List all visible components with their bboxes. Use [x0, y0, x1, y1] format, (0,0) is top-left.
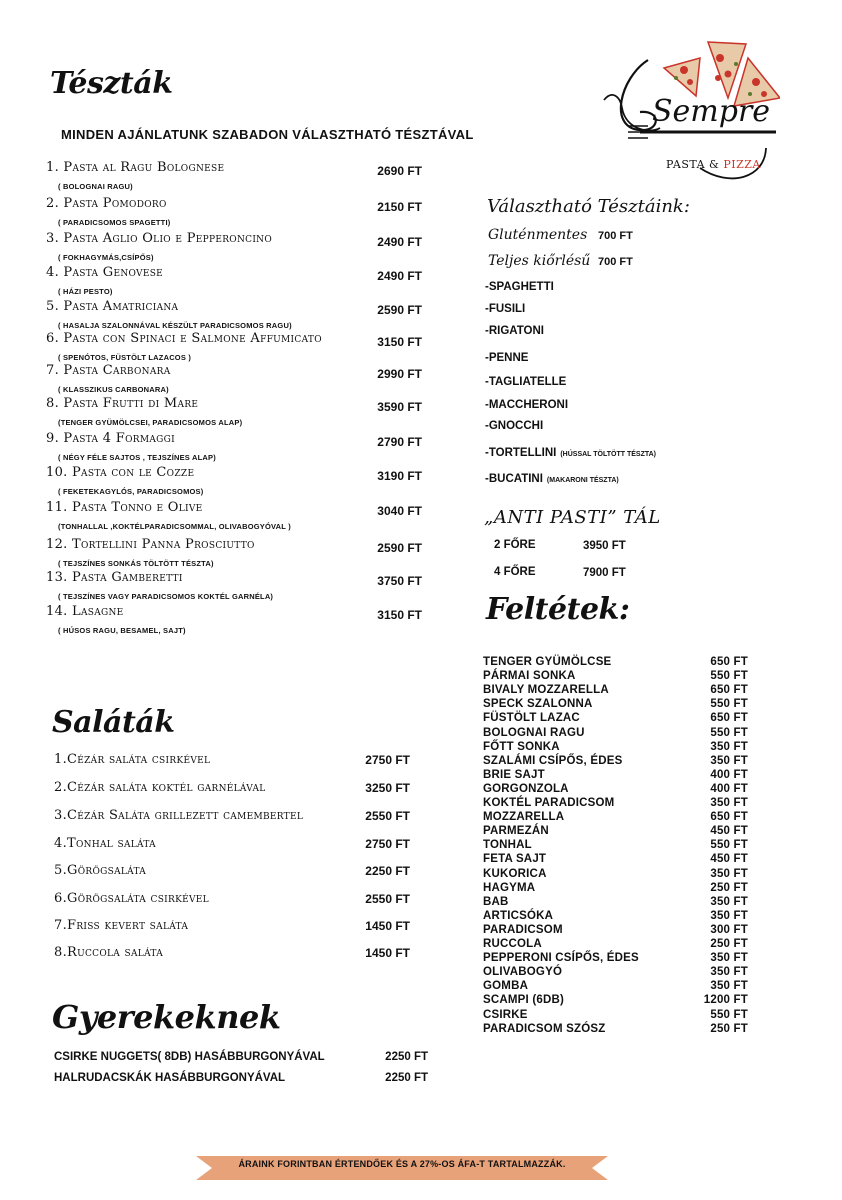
teszta-item-desc: (TENGER GYÜMÖLCSEI, PARADICSOMOS ALAP) [58, 418, 243, 427]
footer-ribbon [196, 1150, 608, 1184]
pasta-type-name: -SPAGHETTI [485, 281, 554, 293]
teszta-item-desc: ( TEJSZÍNES SONKÁS TÖLTÖTT TÉSZTA) [58, 559, 214, 568]
topping-name: TENGER GYÜMÖLCSE [483, 656, 612, 668]
teszta-item-name: 8. Pasta Frutti di Mare [46, 396, 199, 411]
topping-price: 350 FT [710, 952, 748, 965]
teszta-item-desc: ( HÁZI PESTO) [58, 287, 113, 296]
topping-name: SPECK SZALONNA [483, 698, 593, 711]
salata-item-price: 2750 FT [365, 837, 410, 851]
teszta-item-name: 1. Pasta al Ragu Bolognese [46, 160, 225, 175]
teszta-item-price: 2490 FT [377, 269, 422, 283]
gyerek-title: Gyerekeknek [52, 998, 281, 1036]
topping-name: SCAMPI (6DB) [483, 994, 564, 1007]
teszta-item-price: 2690 FT [377, 164, 422, 178]
teszta-item-desc: ( PARADICSOMOS SPAGETTI) [58, 218, 171, 227]
antipasti-item-price: 3950 FT [583, 540, 626, 552]
salata-item-price: 1450 FT [365, 919, 410, 933]
topping-name: FETA SAJT [483, 853, 547, 866]
topping-name: BRIE SAJT [483, 768, 545, 781]
gyerek-item-name: CSIRKE NUGGETS( 8DB) HASÁBBURGONYÁVAL [54, 1051, 325, 1063]
pasta-type-item [485, 376, 566, 388]
topping-price: 650 FT [710, 811, 748, 824]
teszta-item-name: 12. Tortellini Panna Prosciutto [46, 537, 255, 552]
topping-price: 250 FT [710, 881, 748, 894]
special-pasta-price: 700 FT [598, 256, 633, 268]
antipasti-item-name: 4 FŐRE [494, 566, 536, 578]
pasta-type-name: -MACCHERONI [485, 399, 569, 411]
topping-name: GORGONZOLA [483, 782, 569, 795]
salata-item-name: 2.Cézár saláta koktél garnélával [54, 780, 266, 795]
pasta-type-name: -FUSILI [485, 303, 526, 315]
salata-item-name: 3.Cézár Saláta grillezett camembertel [54, 808, 304, 823]
special-pasta-price: 700 FT [598, 230, 633, 242]
topping-price: 650 FT [710, 712, 748, 725]
teszta-item-desc: (TONHALLAL ,KOKTÉLPARADICSOMMAL, OLIVABOGYÓVAL ) [58, 522, 291, 531]
topping-price: 350 FT [710, 909, 748, 922]
topping-price: 350 FT [710, 895, 748, 908]
topping-price: 350 FT [710, 740, 748, 753]
teszta-item-desc: ( FOKHAGYMÁS,CSÍPŐS) [58, 253, 154, 262]
topping-price: 650 FT [710, 656, 748, 668]
pasta-type-item [485, 473, 619, 485]
topping-price: 350 FT [710, 867, 748, 880]
teszta-item-price: 3040 FT [377, 504, 422, 518]
salata-item-name: 8.Ruccola saláta [54, 945, 163, 960]
teszta-item-desc: ( KLASSZIKUS CARBONARA) [58, 385, 169, 394]
topping-name: ARTICSÓKA [483, 909, 554, 922]
topping-name: PÁRMAI SONKA [483, 670, 576, 683]
topping-price: 550 FT [710, 698, 748, 711]
topping-name: PARADICSOM SZÓSZ [483, 1022, 606, 1035]
teszta-item-name: 7. Pasta Carbonara [46, 363, 171, 378]
teszta-item-price: 3750 FT [377, 574, 422, 588]
topping-name: OLIVABOGYÓ [483, 966, 563, 979]
pasta-type-name: -PENNE [485, 352, 529, 364]
logo-tagline-pizza: PIZZA [723, 158, 761, 171]
topping-price: 250 FT [710, 1022, 748, 1035]
salata-item-price: 2550 FT [365, 892, 410, 906]
topping-price: 350 FT [710, 754, 748, 767]
pasta-type-name: -TORTELLINI [485, 447, 557, 459]
logo-tagline [666, 158, 761, 171]
logo-name: Sempre [652, 94, 771, 129]
feltetek-title: Feltétek: [486, 592, 630, 627]
gyerek-item-price: 2250 FT [385, 1051, 428, 1063]
salata-item-name: 5.Görögsaláta [54, 863, 147, 878]
teszta-item-desc: ( TEJSZÍNES VAGY PARADICSOMOS KOKTÉL GARNÉLA) [58, 592, 274, 601]
teszta-item-price: 2790 FT [377, 435, 422, 449]
topping-price: 650 FT [710, 684, 748, 697]
topping-name: SZALÁMI CSÍPŐS, ÉDES [483, 754, 623, 767]
teszta-item-desc: ( BOLOGNAI RAGU) [58, 182, 133, 191]
salata-item-price: 3250 FT [365, 781, 410, 795]
topping-price: 1200 FT [703, 994, 748, 1007]
teszta-item-price: 3150 FT [377, 608, 422, 622]
antipasti-title: „ANTI PASTI” TÁL [484, 507, 661, 528]
special-pasta-name: Gluténmentes [488, 227, 588, 243]
pasta-type-item [485, 281, 554, 293]
topping-price: 450 FT [710, 825, 748, 838]
logo-tagline-pasta: PASTA & [666, 158, 720, 171]
teszta-title: Tészták [50, 66, 173, 101]
teszta-item-name: 10. Pasta con le Cozze [46, 465, 195, 480]
teszta-item-price: 3190 FT [377, 469, 422, 483]
topping-price: 350 FT [710, 797, 748, 809]
topping-price: 550 FT [710, 1008, 748, 1021]
pasta-type-note: (HÚSSAL TÖLTÖTT TÉSZTA) [560, 451, 656, 458]
pasta-type-note: (MAKARONI TÉSZTA) [546, 477, 619, 484]
topping-price: 550 FT [710, 670, 748, 683]
pasta-type-item [485, 325, 544, 337]
topping-price: 550 FT [710, 839, 748, 852]
teszta-subtitle: MINDEN AJÁNLATUNK SZABADON VÁLASZTHATÓ TÉSZTÁVAL [61, 127, 474, 142]
teszta-item-price: 2590 FT [377, 303, 422, 317]
pasta-type-name: -TAGLIATELLE [485, 376, 567, 388]
topping-name: MOZZARELLA [483, 811, 565, 824]
logo [600, 38, 780, 198]
topping-name: BAB [483, 895, 509, 908]
topping-name: FŐTT SONKA [483, 740, 560, 753]
teszta-item-name: 11. Pasta Tonno e Olive [46, 500, 203, 515]
topping-name: KOKTÉL PARADICSOM [483, 797, 615, 809]
topping-price: 300 FT [710, 923, 748, 936]
teszta-item-price: 2490 FT [377, 235, 422, 249]
footer-text: ÁRAINK FORINTBAN ÉRTENDŐEK ÉS A 27%-OS ÁFA-T TARTALMAZZÁK. [238, 1159, 566, 1169]
topping-name: BIVALY MOZZARELLA [483, 684, 609, 697]
teszta-item-name: 2. Pasta Pomodoro [46, 196, 167, 211]
teszta-item-name: 9. Pasta 4 Formaggi [46, 431, 176, 446]
topping-name: PEPPERONI CSÍPŐS, ÉDES [483, 952, 639, 965]
gyerek-item-name: HALRUDACSKÁK HASÁBBURGONYÁVAL [54, 1072, 286, 1084]
salata-item-name: 6.Görögsaláta csirkével [54, 891, 209, 906]
topping-name: KUKORICA [483, 867, 547, 880]
teszta-item-price: 2150 FT [377, 200, 422, 214]
salata-item-name: 7.Friss kevert saláta [54, 918, 189, 933]
teszta-item-name: 6. Pasta con Spinaci e Salmone Affumicato [46, 331, 322, 346]
antipasti-item-price: 7900 FT [583, 567, 626, 579]
topping-price: 450 FT [710, 853, 748, 866]
topping-price: 350 FT [710, 980, 748, 993]
teszta-item-name: 3. Pasta Aglio Olio e Pepperoncino [46, 231, 273, 246]
topping-price: 250 FT [710, 938, 748, 950]
topping-name: PARADICSOM [483, 923, 563, 936]
salata-item-price: 2750 FT [365, 753, 410, 767]
salata-title: Saláták [52, 705, 175, 740]
topping-name: TONHAL [483, 839, 532, 852]
valaszthato-title: Választható Tésztáink: [487, 196, 690, 217]
topping-name: BOLOGNAI RAGU [483, 726, 585, 739]
topping-name: FÜSTÖLT LAZAC [483, 712, 580, 725]
teszta-item-price: 3150 FT [377, 335, 422, 349]
topping-price: 350 FT [710, 966, 748, 979]
teszta-item-name: 13. Pasta Gamberetti [46, 570, 183, 585]
teszta-item-desc: ( HÚSOS RAGU, BESAMEL, SAJT) [58, 626, 186, 635]
teszta-item-desc: ( SPENÓTOS, FÜSTÖLT LAZACOS ) [58, 353, 192, 362]
salata-item-price: 2550 FT [365, 809, 410, 823]
teszta-item-name: 14. Lasagne [46, 604, 124, 619]
topping-name: GOMBA [483, 980, 529, 993]
pasta-type-item [485, 352, 528, 364]
teszta-item-price: 2590 FT [377, 541, 422, 555]
pasta-type-item [485, 303, 525, 315]
pasta-type-name: -BUCATINI [485, 473, 543, 485]
special-pasta-name: Teljes kiőrlésű [488, 253, 591, 269]
topping-price: 550 FT [710, 726, 748, 739]
pasta-type-item [485, 447, 656, 459]
pasta-type-name: -GNOCCHI [485, 420, 544, 432]
topping-name: HAGYMA [483, 881, 536, 894]
teszta-item-price: 3590 FT [377, 400, 422, 414]
topping-price: 400 FT [710, 768, 748, 781]
gyerek-item-price: 2250 FT [385, 1072, 428, 1084]
topping-name: RUCCOLA [483, 938, 542, 950]
topping-price: 400 FT [710, 782, 748, 795]
salata-item-name: 1.Cézár saláta csirkével [54, 752, 211, 767]
teszta-item-name: 5. Pasta Amatriciana [46, 299, 179, 314]
pasta-type-name: -RIGATONI [485, 325, 544, 337]
topping-name: CSIRKE [483, 1008, 528, 1021]
teszta-item-desc: ( FEKETEKAGYLÓS, PARADICSOMOS) [58, 487, 204, 496]
pasta-type-item [485, 420, 543, 432]
antipasti-item-name: 2 FŐRE [494, 539, 536, 551]
salata-item-price: 2250 FT [365, 864, 410, 878]
topping-name: PARMEZÁN [483, 825, 549, 838]
salata-item-name: 4.Tonhal saláta [54, 836, 156, 851]
teszta-item-price: 2990 FT [377, 367, 422, 381]
salata-item-price: 1450 FT [365, 946, 410, 960]
pasta-type-item [485, 399, 568, 411]
teszta-item-desc: ( HASALJA SZALONNÁVAL KÉSZÜLT PARADICSOMOS RAGU) [58, 321, 292, 330]
teszta-item-desc: ( NÉGY FÉLE SAJTOS , TEJSZÍNES ALAP) [58, 453, 216, 462]
teszta-item-name: 4. Pasta Genovese [46, 265, 164, 280]
